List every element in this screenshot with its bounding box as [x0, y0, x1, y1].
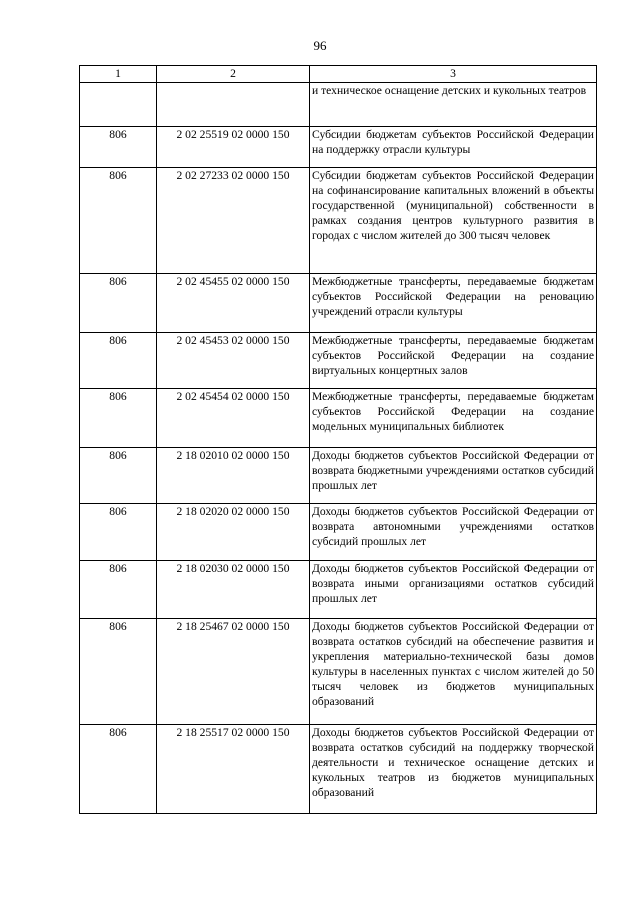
revenue-code-cell: 2 18 25467 02 0000 150	[157, 619, 310, 725]
revenue-name-cell: Межбюджетные трансферты, передаваемые бюджетам субъектов Российской Федерации на реновацию учреждений отрасли культуры	[310, 274, 597, 333]
revenue-name-cell: Межбюджетные трансферты, передаваемые бюджетам субъектов Российской Федерации на создание виртуальных концертных залов	[310, 333, 597, 389]
budget-revenue-table	[79, 65, 597, 814]
table-row	[80, 83, 597, 127]
column-header-1: 1	[80, 66, 157, 83]
revenue-code-cell: 2 02 25519 02 0000 150	[157, 127, 310, 168]
admin-code-cell: 806	[80, 725, 157, 814]
revenue-name-cell: Доходы бюджетов субъектов Российской Федерации от возврата иными организациями остатков субсидий прошлых лет	[310, 561, 597, 619]
revenue-name-cell: Доходы бюджетов субъектов Российской Федерации от возврата остатков субсидий на обеспечение развития и укрепления материально-технической базы домов культуры в населенных пунктах с числом жителей до 50 тысяч человек из бюджетов муниципальных образований	[310, 619, 597, 725]
revenue-code-cell: 2 02 45455 02 0000 150	[157, 274, 310, 333]
table-row	[80, 619, 597, 725]
column-header-3: 3	[310, 66, 597, 83]
admin-code-cell: 806	[80, 168, 157, 274]
admin-code-cell: 806	[80, 127, 157, 168]
revenue-code-cell	[157, 83, 310, 127]
revenue-name-cell: Субсидии бюджетам субъектов Российской Федерации на софинансирование капитальных вложений в объекты государственной (муниципальной) собственности в рамках создания центров культурного развития в городах с числом жителей до 300 тысяч человек	[310, 168, 597, 274]
admin-code-cell: 806	[80, 333, 157, 389]
admin-code-cell	[80, 83, 157, 127]
revenue-code-cell: 2 18 25517 02 0000 150	[157, 725, 310, 814]
table-row	[80, 333, 597, 389]
admin-code-cell: 806	[80, 448, 157, 504]
admin-code-cell: 806	[80, 561, 157, 619]
admin-code-cell: 806	[80, 274, 157, 333]
revenue-code-cell: 2 02 45453 02 0000 150	[157, 333, 310, 389]
table-row	[80, 389, 597, 448]
table-row	[80, 168, 597, 274]
revenue-code-cell: 2 02 27233 02 0000 150	[157, 168, 310, 274]
revenue-name-cell: Межбюджетные трансферты, передаваемые бюджетам субъектов Российской Федерации на создание модельных муниципальных библиотек	[310, 389, 597, 448]
revenue-name-cell: Доходы бюджетов субъектов Российской Федерации от возврата остатков субсидий на поддержку творческой деятельности и техническое оснащение детских и кукольных театров из бюджетов муниципальных образований	[310, 725, 597, 814]
column-header-2: 2	[157, 66, 310, 83]
revenue-code-cell: 2 18 02010 02 0000 150	[157, 448, 310, 504]
admin-code-cell: 806	[80, 389, 157, 448]
revenue-code-cell: 2 18 02030 02 0000 150	[157, 561, 310, 619]
admin-code-cell: 806	[80, 504, 157, 561]
page-number: 96	[313, 38, 327, 53]
table-row	[80, 274, 597, 333]
table-row	[80, 725, 597, 814]
table-row	[80, 127, 597, 168]
revenue-name-cell: Доходы бюджетов субъектов Российской Федерации от возврата бюджетными учреждениями остатков субсидий прошлых лет	[310, 448, 597, 504]
revenue-code-cell: 2 18 02020 02 0000 150	[157, 504, 310, 561]
table-row	[80, 561, 597, 619]
table-header-row	[80, 66, 597, 83]
revenue-name-cell: и техническое оснащение детских и кукольных театров	[310, 83, 597, 127]
revenue-name-cell: Доходы бюджетов субъектов Российской Федерации от возврата автономными учреждениями остатков субсидий прошлых лет	[310, 504, 597, 561]
admin-code-cell: 806	[80, 619, 157, 725]
revenue-name-cell: Субсидии бюджетам субъектов Российской Федерации на поддержку отрасли культуры	[310, 127, 597, 168]
table-row	[80, 504, 597, 561]
revenue-code-cell: 2 02 45454 02 0000 150	[157, 389, 310, 448]
table-row	[80, 448, 597, 504]
